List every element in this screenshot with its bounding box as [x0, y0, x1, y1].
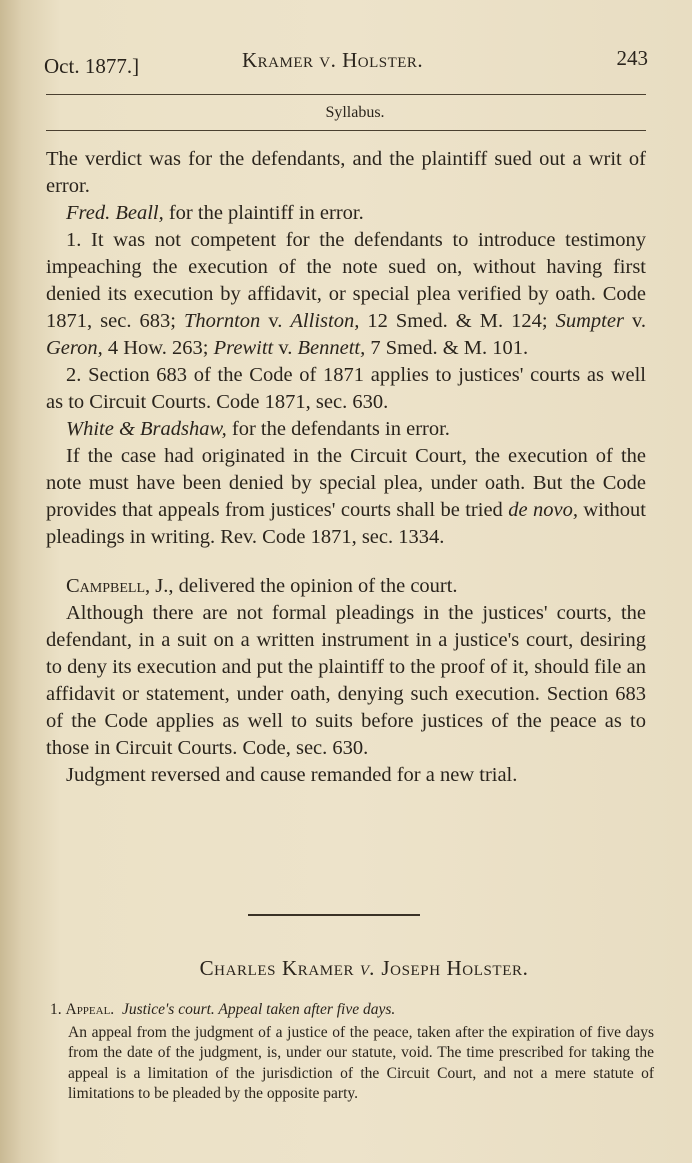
- paragraph-defendant-argument: If the case had originated in the Circuit Court, the execution of the note must have been denied by special plea, under oath. But the Code provides that appeals from justices' courts shall be tried de novo, without pleadings in writing. Rev. Code 1871, sec. 1334.: [46, 445, 646, 548]
- running-header: [44, 46, 648, 80]
- paragraph-opinion-intro: Campbell, J., delivered the opinion of the court.: [66, 575, 458, 597]
- case-divider: [248, 914, 420, 916]
- paragraph-opinion: Although there are not formal pleadings in the justices' courts, the defendant, in a suit on a written instrument in a justice's court, desiring to deny its execution and put the plaintiff to the proof of it, should file an affidavit or statement, under oath, denying such execution. Section 683 of the Code applies as well to suits before justices of the peace as to those in Circuit Courts. Code, sec. 630.: [46, 602, 646, 759]
- paragraph-judgment: Judgment reversed and cause remanded for a new trial.: [66, 764, 518, 786]
- paragraph-verdict: The verdict was for the defendants, and the plaintiff sued out a writ of error.: [46, 148, 646, 197]
- next-case-title: Charles Kramer v. Joseph Holster.: [199, 956, 529, 980]
- paragraph-point-2: 2. Section 683 of the Code of 1871 applies to justices' courts as well as to Circuit Courts. Code 1871, sec. 630.: [46, 364, 646, 413]
- syllabus-body: [46, 146, 646, 789]
- counsel-name: White & Bradshaw,: [66, 418, 227, 440]
- header-case-title: Kramer v. Holster.: [242, 48, 424, 72]
- counsel-name: Fred. Beall,: [66, 202, 164, 224]
- section-label: Syllabus.: [325, 104, 385, 121]
- headnote-heading: 1. Appeal. Justice's court. Appeal taken after five days.: [50, 1001, 396, 1018]
- headnote-text: An appeal from the judgment of a justice of the peace, taken after the expiration of five days from the date of the judgment, is, under our statute, void. The time prescribed for taking the appeal is a limitation of the jurisdiction of the Circuit Court, and not a mere statute of limitations to be pleaded by the opposite party.: [68, 1023, 654, 1102]
- syllabus-rule: [46, 130, 646, 131]
- paragraph-defendant-counsel: White & Bradshaw, for the defendants in error.: [66, 418, 450, 440]
- page-number: 243: [616, 46, 648, 70]
- header-rule: [46, 94, 646, 95]
- paragraph-plaintiff-counsel: Fred. Beall, for the plaintiff in error.: [66, 202, 364, 224]
- paragraph-point-1: 1. It was not competent for the defendants to introduce testimony impeaching the execution of the note sued on, without having first denied its execution by affidavit, or special plea verified by oath. Code 1871, sec. 683; Thornton v. Alliston, 12 Smed. & M. 124; Sumpter v. Geron, 4 How. 263; Prewitt v. Bennett, 7 Smed. & M. 101.: [46, 229, 646, 359]
- judge-name: Campbell: [66, 575, 146, 597]
- headnote: [50, 1000, 654, 1105]
- header-date: Oct. 1877.]: [44, 54, 140, 78]
